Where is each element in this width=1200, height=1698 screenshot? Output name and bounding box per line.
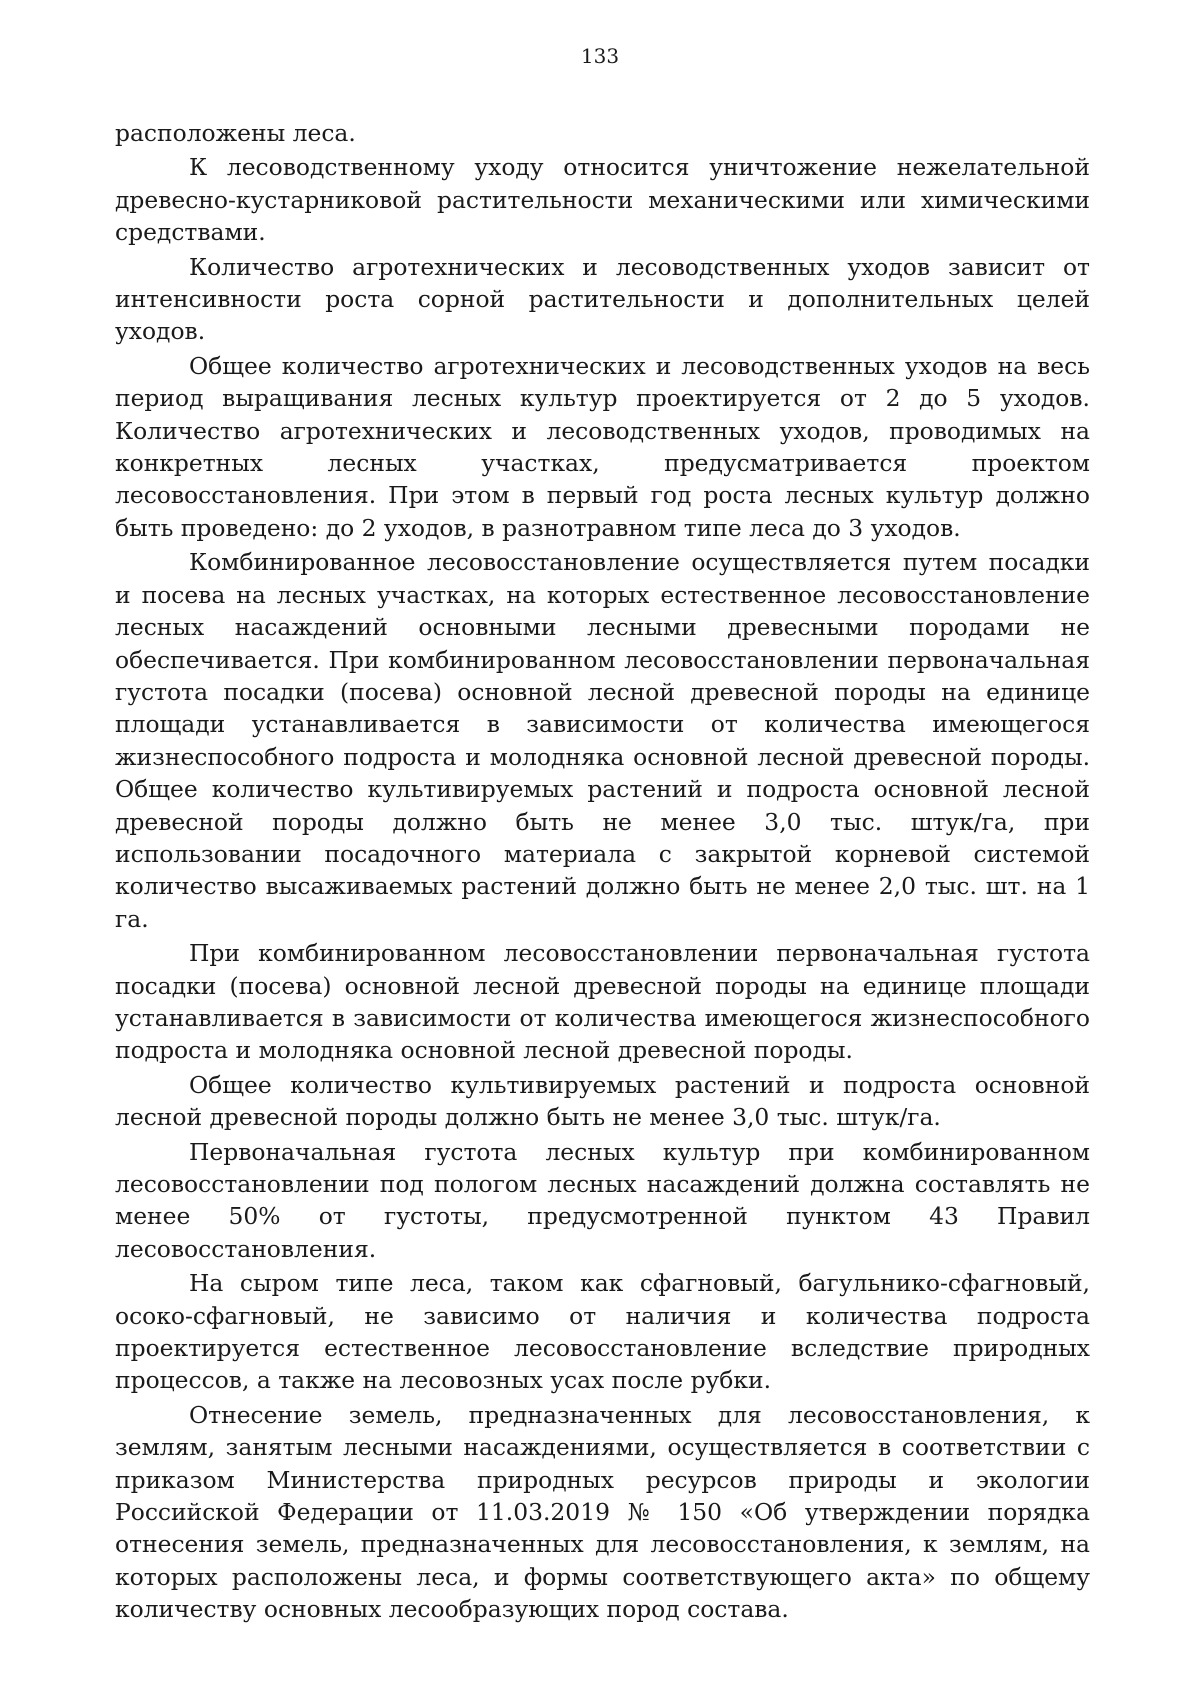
paragraph: Первоначальная густота лесных культур при комбинированном лесовосстановлении под пологом лесных насаждений должна составлять не менее 50% от густоты, предусмотренной пунктом 43 Правил лесовосстановления. (115, 1137, 1090, 1263)
paragraph: К лесоводственному уходу относится уничтожение нежелательной древесно-кустарниковой растительности механическими или химическими средствами. (115, 153, 1090, 247)
paragraph: На сыром типе леса, таком как сфагновый, багульнико-сфагновый, осоко-сфагновый, не зависимо от наличия и количества подроста проектируется естественное лесовосстановление вследствие природных процессов, а также на лесовозных усах после рубки. (115, 1269, 1090, 1395)
paragraph: Комбинированное лесовосстановление осуществляется путем посадки и посева на лесных участках, на которых естественное лесовосстановление лесных насаждений основными лесными древесными породами не обеспечивается. При комбинированном лесовосстановлении первоначальная густота посадки (посева) основной лесной древесной породы на единице площади устанавливается в зависимости от количества имеющегося жизнеспособного подроста и молодняка основной лесной древесной породы. Общее количество культивируемых растений и подроста основной лесной древесной породы должно быть не менее 3,0 тыс. штук/га, при использовании посадочного материала с закрытой корневой системой количество высаживаемых растений должно быть не менее 2,0 тыс. шт. на 1 га. (115, 548, 1090, 933)
page-number: 133 (580, 44, 620, 68)
paragraph: Общее количество культивируемых растений и подроста основной лесной древесной породы должно быть не менее 3,0 тыс. штук/га. (115, 1070, 1090, 1132)
paragraph: При комбинированном лесовосстановлении первоначальная густота посадки (посева) основной лесной древесной породы на единице площади устанавливается в зависимости от количества имеющегося жизнеспособного подроста и молодняка основной лесной древесной породы. (115, 939, 1090, 1065)
paragraph: Общее количество агротехнических и лесоводственных уходов на весь период выращивания лесных культур проектируется от 2 до 5 уходов. Количество агротехнических и лесоводственных уходов, проводимых на конкретных лесных участках, предусматривается проектом лесовосстановления. При этом в первый год роста лесных культур должно быть проведено: до 2 уходов, в разнотравном типе леса до 3 уходов. (115, 351, 1090, 542)
paragraph: Количество агротехнических и лесоводственных уходов зависит от интенсивности роста сорной растительности и дополнительных целей уходов. (115, 252, 1090, 346)
document-body (115, 117, 1090, 1626)
paragraph-continuation: расположены леса. (115, 119, 356, 147)
paragraph: Отнесение земель, предназначенных для лесовосстановления, к землям, занятым лесными насаждениями, осуществляется в соответствии с приказом Министерства природных ресурсов природы и экологии Российской Федерации от 11.03.2019 № 150 «Об утверждении порядка отнесения земель, предназначенных для лесовосстановления, к землям, на которых расположены леса, и формы соответствующего акта» по общему количеству основных лесообразующих пород состава. (115, 1400, 1090, 1624)
